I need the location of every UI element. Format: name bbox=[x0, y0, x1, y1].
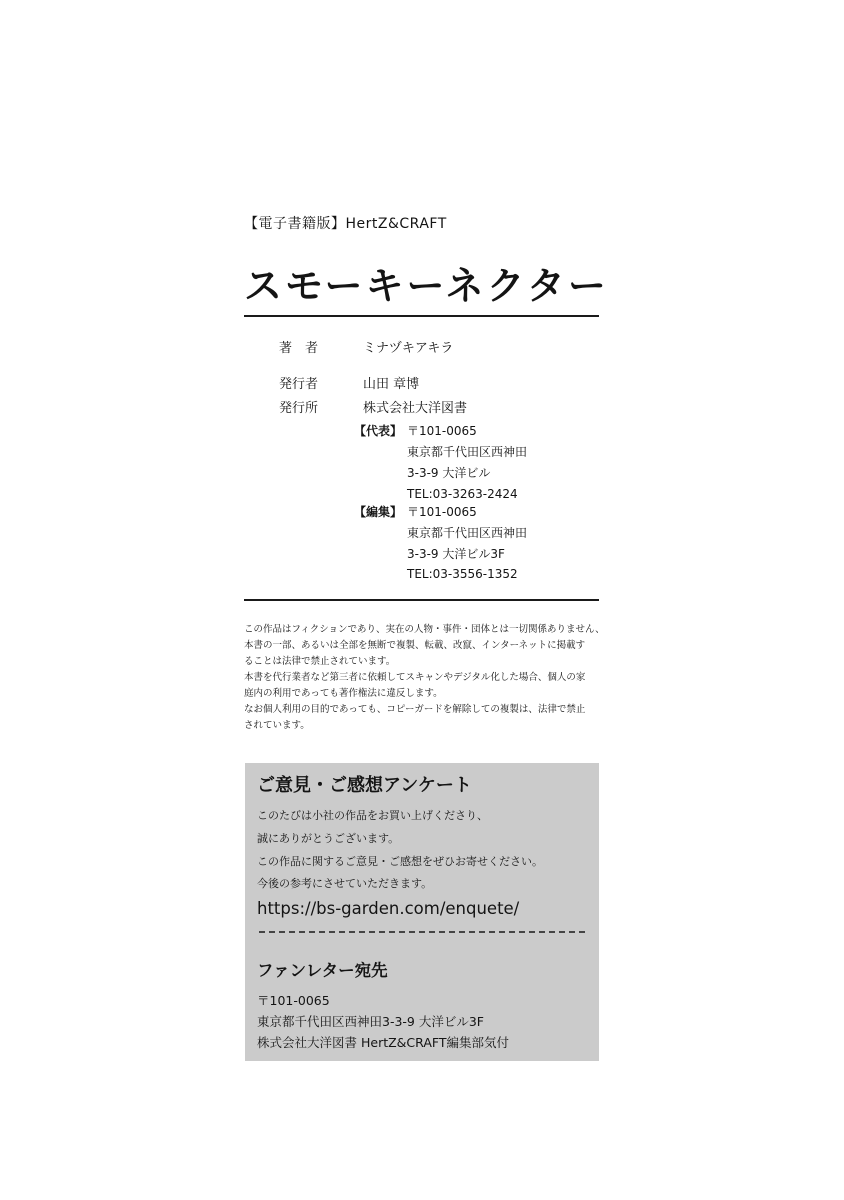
book-title: スモーキーネクター bbox=[244, 264, 609, 308]
survey-box bbox=[245, 763, 599, 1061]
author-name: ミナヅキアキラ bbox=[363, 341, 454, 356]
fanletter-recipient: 株式会社大洋図書 HertZ&CRAFT編集部気付 bbox=[257, 1035, 509, 1050]
notice-line: されています。 bbox=[244, 720, 310, 731]
publisher-name: 山田 章博 bbox=[363, 377, 420, 392]
notice-line: ることは法律で禁止されています。 bbox=[244, 656, 396, 667]
notice-line: なお個人利用の目的であっても、コピーガードを解除しての複製は、法律で禁止 bbox=[244, 704, 586, 715]
edition-label: 【電子書籍版】HertZ&CRAFT bbox=[244, 216, 447, 232]
editorial-postal: 〒101-0065 bbox=[407, 505, 477, 519]
notice-line: 本書を代行業者など第三者に依頼してスキャンやデジタル化した場合、個人の家 bbox=[244, 672, 586, 683]
notice-line: 庭内の利用であっても著作権法に違反します。 bbox=[244, 688, 443, 699]
notice-line: 本書の一部、あるいは全部を無断で複製、転載、改竄、インターネットに掲載す bbox=[244, 640, 586, 651]
notice-line: この作品はフィクションであり、実在の人物・事件・団体とは一切関係ありません、 bbox=[244, 624, 605, 635]
fanletter-heading: ファンレター宛先 bbox=[257, 961, 388, 980]
main-office-address1: 東京都千代田区西神田 bbox=[407, 445, 528, 459]
main-office-tel: TEL:03-3263-2424 bbox=[407, 487, 518, 501]
survey-line: この作品に関するご意見・ご感想をぜひお寄せください。 bbox=[257, 855, 543, 868]
publisher-label: 発行者 bbox=[279, 377, 319, 392]
survey-url[interactable]: https://bs-garden.com/enquete/ bbox=[257, 899, 520, 918]
issuer-name: 株式会社大洋図書 bbox=[363, 401, 468, 416]
author-label: 著 者 bbox=[279, 341, 319, 356]
editorial-tel: TEL:03-3556-1352 bbox=[407, 567, 518, 581]
editorial-address1: 東京都千代田区西神田 bbox=[407, 526, 528, 540]
copyright-notice bbox=[244, 622, 604, 734]
main-office-address2: 3-3-9 大洋ビル bbox=[407, 466, 491, 480]
editorial-label: 【編集】 bbox=[354, 505, 403, 519]
main-office-postal: 〒101-0065 bbox=[407, 424, 477, 438]
divider-top bbox=[244, 315, 599, 317]
survey-line: 誠にありがとうございます。 bbox=[257, 832, 400, 845]
fanletter-postal: 〒101-0065 bbox=[257, 993, 330, 1008]
divider-bottom bbox=[244, 599, 599, 601]
survey-line: 今後の参考にさせていただきます。 bbox=[257, 877, 433, 890]
fanletter-address: 東京都千代田区西神田3-3-9 大洋ビル3F bbox=[257, 1014, 484, 1029]
dashed-divider bbox=[259, 931, 585, 933]
editorial-address2: 3-3-9 大洋ビル3F bbox=[407, 547, 505, 561]
survey-heading: ご意見・ご感想アンケート bbox=[257, 775, 472, 796]
main-office-label: 【代表】 bbox=[354, 424, 403, 438]
survey-line: このたびは小社の作品をお買い上げくださり、 bbox=[257, 809, 488, 822]
issuer-label: 発行所 bbox=[279, 401, 319, 416]
